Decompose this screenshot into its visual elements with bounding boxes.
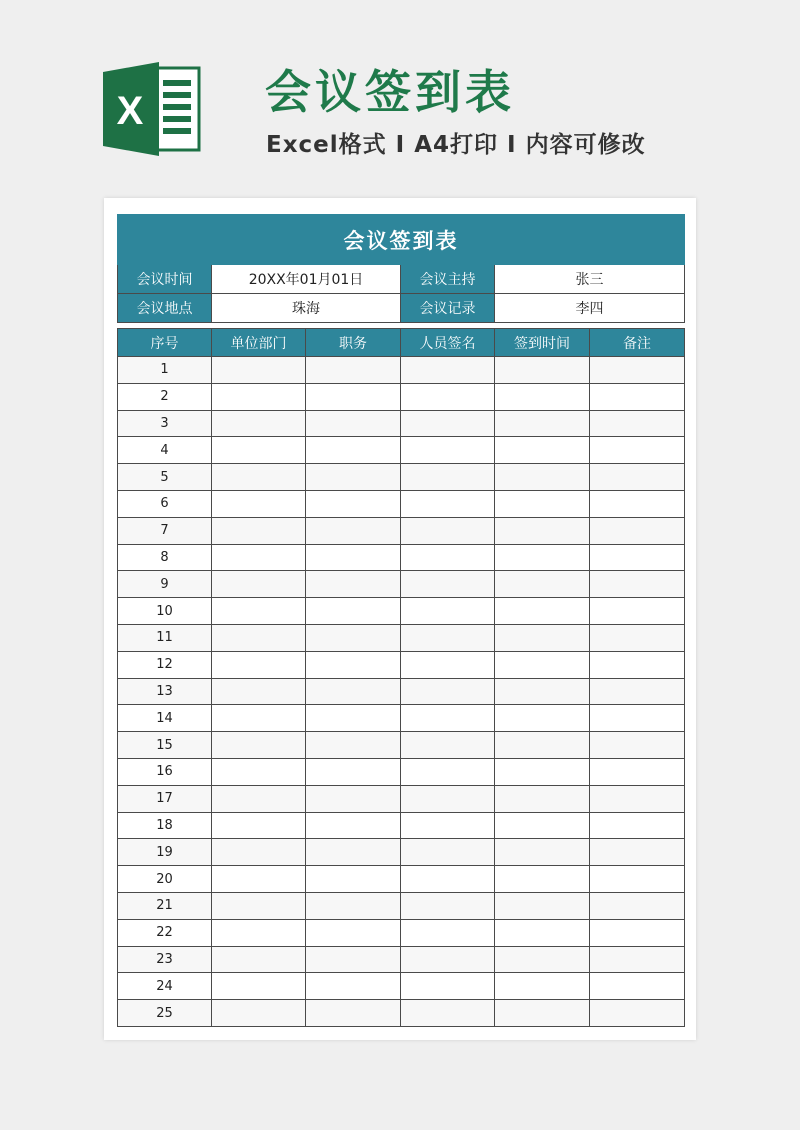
cell-position[interactable] [306,437,401,464]
cell-remarks[interactable] [590,812,685,839]
cell-index: 4 [118,437,212,464]
cell-remarks[interactable] [590,919,685,946]
cell-department[interactable] [212,517,306,544]
cell-position[interactable] [306,517,401,544]
cell-department[interactable] [212,812,306,839]
cell-department[interactable] [212,357,306,384]
table-row [118,785,685,812]
cell-remarks[interactable] [590,383,685,410]
cell-signature[interactable] [401,1000,495,1027]
excel-logo-letter: X [116,89,144,133]
cell-remarks[interactable] [590,490,685,517]
meeting-time-value[interactable]: 20XX年01月01日 [212,265,401,294]
cell-index: 18 [118,812,212,839]
table-row [118,732,685,759]
column-header-signature: 人员签名 [401,329,495,357]
table-row [118,517,685,544]
cell-department[interactable] [212,732,306,759]
cell-remarks[interactable] [590,866,685,893]
cell-index: 25 [118,1000,212,1027]
cell-remarks[interactable] [590,705,685,732]
cell-index: 12 [118,651,212,678]
cell-position[interactable] [306,544,401,571]
cell-sign-time[interactable] [495,651,590,678]
cell-position[interactable] [306,357,401,384]
cell-signature[interactable] [401,357,495,384]
cell-signature[interactable] [401,758,495,785]
cell-position[interactable] [306,839,401,866]
cell-department[interactable] [212,866,306,893]
cell-remarks[interactable] [590,839,685,866]
cell-department[interactable] [212,892,306,919]
cell-position[interactable] [306,973,401,1000]
page-title: 会议签到表 [265,65,515,119]
cell-index: 8 [118,544,212,571]
cell-signature[interactable] [401,785,495,812]
cell-position[interactable] [306,866,401,893]
cell-position[interactable] [306,785,401,812]
cell-sign-time[interactable] [495,490,590,517]
table-row [118,866,685,893]
table-row [118,598,685,625]
cell-remarks[interactable] [590,517,685,544]
cell-position[interactable] [306,571,401,598]
cell-remarks[interactable] [590,624,685,651]
cell-signature[interactable] [401,598,495,625]
cell-position[interactable] [306,812,401,839]
table-row [118,437,685,464]
cell-remarks[interactable] [590,758,685,785]
cell-signature[interactable] [401,571,495,598]
cell-department[interactable] [212,973,306,1000]
cell-sign-time[interactable] [495,919,590,946]
cell-signature[interactable] [401,410,495,437]
table-row [118,892,685,919]
cell-remarks[interactable] [590,678,685,705]
cell-position[interactable] [306,490,401,517]
table-title[interactable]: 会议签到表 [118,215,685,265]
cell-index: 1 [118,357,212,384]
cell-position[interactable] [306,892,401,919]
cell-position[interactable] [306,383,401,410]
cell-remarks[interactable] [590,571,685,598]
cell-sign-time[interactable] [495,678,590,705]
cell-signature[interactable] [401,490,495,517]
cell-signature[interactable] [401,678,495,705]
cell-sign-time[interactable] [495,1000,590,1027]
cell-position[interactable] [306,732,401,759]
cell-signature[interactable] [401,705,495,732]
cell-department[interactable] [212,705,306,732]
cell-index: 17 [118,785,212,812]
cell-signature[interactable] [401,919,495,946]
cell-remarks[interactable] [590,946,685,973]
cell-department[interactable] [212,946,306,973]
sign-in-table [117,214,685,1027]
table-row [118,383,685,410]
cell-remarks[interactable] [590,357,685,384]
cell-index: 10 [118,598,212,625]
cell-position[interactable] [306,919,401,946]
table-title-row [118,215,685,265]
cell-index: 14 [118,705,212,732]
cell-sign-time[interactable] [495,946,590,973]
meeting-host-value[interactable]: 张三 [495,265,685,294]
cell-index: 6 [118,490,212,517]
cell-signature[interactable] [401,732,495,759]
cell-sign-time[interactable] [495,357,590,384]
meeting-recorder-value[interactable]: 李四 [495,294,685,323]
cell-sign-time[interactable] [495,892,590,919]
page-header [0,0,800,190]
table-row [118,571,685,598]
cell-index: 22 [118,919,212,946]
column-header-position: 职务 [306,329,401,357]
table-row [118,1000,685,1027]
cell-index: 13 [118,678,212,705]
table-row [118,464,685,491]
cell-signature[interactable] [401,892,495,919]
cell-signature[interactable] [401,624,495,651]
excel-icon [103,62,203,156]
cell-remarks[interactable] [590,651,685,678]
table-row [118,678,685,705]
cell-sign-time[interactable] [495,598,590,625]
cell-position[interactable] [306,410,401,437]
cell-position[interactable] [306,624,401,651]
cell-signature[interactable] [401,946,495,973]
table-row [118,410,685,437]
cell-position[interactable] [306,598,401,625]
cell-index: 19 [118,839,212,866]
table-row [118,839,685,866]
table-body [118,329,685,1027]
cell-sign-time[interactable] [495,732,590,759]
table-row [118,946,685,973]
cell-department[interactable] [212,624,306,651]
cell-index: 20 [118,866,212,893]
cell-remarks[interactable] [590,1000,685,1027]
column-header-index: 序号 [118,329,212,357]
cell-department[interactable] [212,544,306,571]
cell-sign-time[interactable] [495,383,590,410]
meeting-place-value[interactable]: 珠海 [212,294,401,323]
cell-position[interactable] [306,705,401,732]
cell-index: 3 [118,410,212,437]
cell-index: 11 [118,624,212,651]
cell-sign-time[interactable] [495,973,590,1000]
cell-remarks[interactable] [590,464,685,491]
cell-department[interactable] [212,598,306,625]
cell-index: 16 [118,758,212,785]
cell-sign-time[interactable] [495,571,590,598]
cell-signature[interactable] [401,651,495,678]
cell-remarks[interactable] [590,973,685,1000]
column-header-row [118,329,685,357]
cell-department[interactable] [212,919,306,946]
cell-position[interactable] [306,651,401,678]
cell-remarks[interactable] [590,598,685,625]
cell-department[interactable] [212,839,306,866]
cell-position[interactable] [306,678,401,705]
table-row [118,758,685,785]
cell-sign-time[interactable] [495,705,590,732]
cell-sign-time[interactable] [495,437,590,464]
cell-sign-time[interactable] [495,758,590,785]
table-row [118,812,685,839]
table-row [118,544,685,571]
cell-index: 21 [118,892,212,919]
cell-index: 23 [118,946,212,973]
cell-index: 7 [118,517,212,544]
cell-department[interactable] [212,437,306,464]
cell-position[interactable] [306,946,401,973]
cell-department[interactable] [212,410,306,437]
table-row [118,705,685,732]
cell-department[interactable] [212,785,306,812]
cell-remarks[interactable] [590,410,685,437]
cell-sign-time[interactable] [495,839,590,866]
cell-sign-time[interactable] [495,812,590,839]
cell-department[interactable] [212,1000,306,1027]
table-row [118,973,685,1000]
table-row [118,624,685,651]
meeting-recorder-label: 会议记录 [401,294,495,323]
cell-signature[interactable] [401,544,495,571]
cell-department[interactable] [212,464,306,491]
meeting-place-label: 会议地点 [118,294,212,323]
cell-position[interactable] [306,464,401,491]
cell-department[interactable] [212,383,306,410]
cell-signature[interactable] [401,973,495,1000]
meeting-host-label: 会议主持 [401,265,495,294]
cell-signature[interactable] [401,383,495,410]
cell-sign-time[interactable] [495,866,590,893]
cell-index: 15 [118,732,212,759]
cell-department[interactable] [212,571,306,598]
cell-position[interactable] [306,1000,401,1027]
cell-remarks[interactable] [590,544,685,571]
table-row [118,651,685,678]
table-row [118,919,685,946]
cell-department[interactable] [212,651,306,678]
cell-sign-time[interactable] [495,624,590,651]
cell-index: 24 [118,973,212,1000]
cell-position[interactable] [306,758,401,785]
cell-sign-time[interactable] [495,517,590,544]
cell-signature[interactable] [401,812,495,839]
info-row-1 [118,265,685,294]
cell-sign-time[interactable] [495,410,590,437]
cell-index: 2 [118,383,212,410]
column-header-sign-time: 签到时间 [495,329,590,357]
cell-index: 5 [118,464,212,491]
cell-index: 9 [118,571,212,598]
cell-remarks[interactable] [590,785,685,812]
cell-department[interactable] [212,678,306,705]
cell-department[interactable] [212,758,306,785]
meeting-time-label: 会议时间 [118,265,212,294]
column-header-remarks: 备注 [590,329,685,357]
cell-signature[interactable] [401,866,495,893]
table-row [118,490,685,517]
cell-signature[interactable] [401,437,495,464]
cell-sign-time[interactable] [495,464,590,491]
cell-remarks[interactable] [590,892,685,919]
cell-signature[interactable] [401,517,495,544]
cell-department[interactable] [212,490,306,517]
cell-signature[interactable] [401,839,495,866]
column-header-department: 单位部门 [212,329,306,357]
cell-sign-time[interactable] [495,785,590,812]
cell-signature[interactable] [401,464,495,491]
info-row-2 [118,294,685,323]
cell-remarks[interactable] [590,732,685,759]
cell-sign-time[interactable] [495,544,590,571]
page-subtitle: Excel格式 I A4打印 I 内容可修改 [266,132,646,158]
table-row [118,357,685,384]
cell-remarks[interactable] [590,437,685,464]
